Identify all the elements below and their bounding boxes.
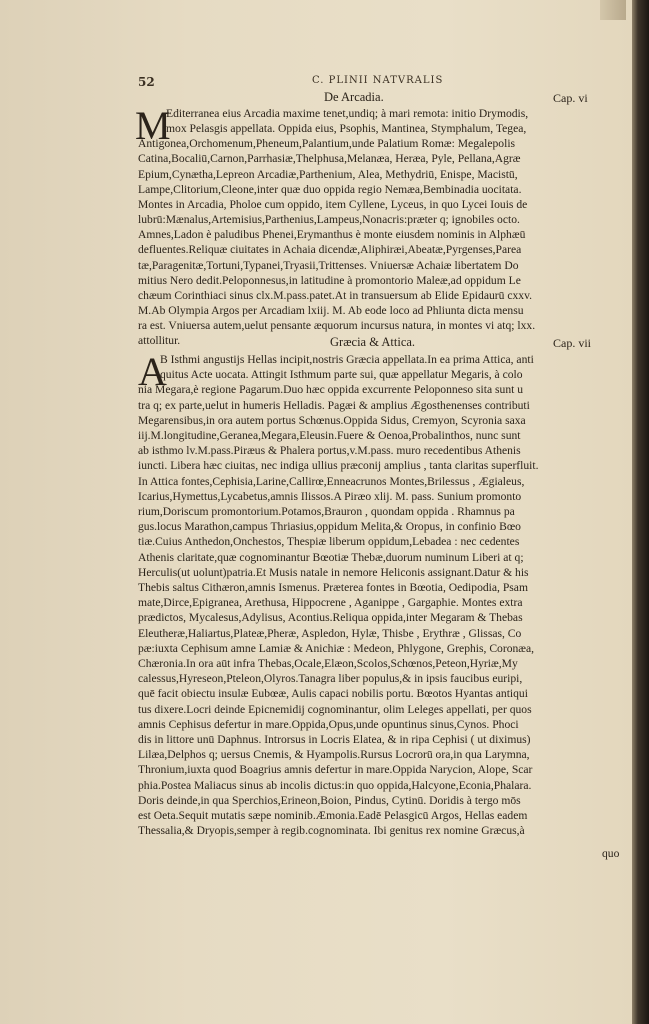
text-line: iuncti. Libera hæc ciuitas, nec indiga ullius præconij amplius , tanta claritas superfluit. [138,459,539,473]
text-line: Lilæa,Delphos q; uersus Cnemis, & Hyampolis.Rursus Locrorū ora,in qua Larymna, [138,748,530,762]
chapter-label-vi: Cap. vi [553,91,588,105]
text-line: pæ:iuxta Cephisum amne Lamiæ & Anichiæ : Medeon, Phlygone, Grephis, Coronæa, [138,641,535,655]
text-line: rium,Doriscum promontorium.Potamos,Brauron , quondam oppida . Rhamnus pa [138,505,515,518]
text-line: Icarius,Hymettus,Lycabetus,amnis Ilissos.A Piræo xlij. M. pass. Sunium promonto [138,489,522,503]
text-line: tiæ.Cuius Anthedon,Onchestos, Thespiæ liberum oppidum,Lebadea : nec cedentes [138,535,520,549]
text-line: Chæronia.In ora aūt infra Thebas,Ocale,Elæon,Scolos,Schœnos,Peteon,Hyriæ,My [138,657,518,670]
page-header [138,75,548,91]
text-line: B Isthmi angustijs Hellas incipit,nostris Græcia appellata.In ea prima Attica, anti [160,353,534,366]
text-line: ab isthmo lv.M.pass.Piræus & Phalera portus,v.M.pass. muro recedentibus Athenis [138,444,521,458]
text-line: defluentes.Reliquæ ciuitates in Achaia dicendæ,Aliphiræi,Abeatæ,Pyrgenses,Parea [138,243,522,257]
text-line: quitus Acte uocata. Attingit Isthmum parte sui, quæ appellatur Megaris, à colo [160,368,523,382]
page-number: 52 [138,75,155,89]
book-spine-edge [632,0,649,1024]
text-line: prædictos, Mycalesus,Adylisus, Acontius.Reliqua oppida,inter Megaram & Thebas [138,611,523,625]
text-line: mitius Nero dedit.Peloponnesus,in latitudine à promontorio Maleæ,ad oppidum Le [138,273,521,287]
text-line: iij.M.longitudine,Geranea,Megara,Eleusin.Fuere & Oenoa,Probalinthos, nunc sunt [138,429,521,442]
catchword: quo [602,847,620,860]
running-head: C. PLINII NATVRALIS [312,75,444,86]
text-line: amnis Cephisus defertur in mare.Oppida,Opus,unde opuntinus sinus,Cynos. Phoci [138,717,519,731]
text-line: calessus,Hyreseon,Pteleon,Olyros.Tanagra liber populus,& in ipsis faucibus euripi, [138,672,523,686]
text-line: Editerranea eius Arcadia maxime tenet,undiq; à mari remota: initio Drymodis, [166,107,529,120]
text-line: Epium,Cynætha,Lepreon Arcadiæ,Parthenium, Alea, Methydriū, Enispe, Macistū, [138,167,518,181]
text-line: tra q; ex parte,uelut in humeris Helladis. Pagæi & amplius Ægosthenenses contributi [138,398,530,412]
text-line: phia.Postea Maliacus sinus ab incolis dictus:in quo oppida,Halcyone,Econia,Phalara. [138,778,532,792]
section-title-graecia: Græcia & Attica. [330,335,416,349]
text-line: Catina,Bocaliū,Carnon,Parrhasiæ,Thelphusa,Melanæa, Heræa, Pyle, Pellana,Agræ [138,152,521,166]
text-line: mox Pelasgis appellata. Oppida eius, Psophis, Mantinea, Stymphalum, Tegea, [166,122,527,136]
text-line: Amnes,Ladon è paludibus Phenei,Erymanthus è monte eiusdem nominis in Alphæū [138,228,526,242]
text-line: gus.locus Marathon,campus Thriasius,oppidum Melita,& Oropus, in confinio Bœo [138,520,521,534]
text-line: mate,Dirce,Epigranea, Arethusa, Hippocrene , Aganippe , Gargaphie. Montes extra [138,596,523,610]
text-line: attollitur. [138,334,181,348]
page-tab-mark [600,0,626,20]
text-line: Montes in Arcadia, Pholoe cum oppido, item Cyllene, Lyceus, in quo Lycei Iouis de [138,197,528,211]
drop-cap-a: A [138,349,167,394]
text-line: Antigonea,Orchomenum,Pheneum,Palantium,unde Palatium Romæ: Megalepolis [138,137,516,151]
text-line: Athenis claritate,quæ cognominantur Bœotiæ Thebæ,duorum numinum Liberi at q; [138,550,524,564]
chapter-label-vii: Cap. vii [553,336,591,350]
text-line: lubrū:Mænalus,Artemisius,Parthenius,Lampeus,Nonacris:præter q; ignobiles octo. [138,213,520,227]
text-line: Eleutheræ,Haliartus,Plateæ,Pheræ, Aspledon, Hylæ, Thisbe , Erythræ , Glissas, Co [138,626,522,640]
text-line: Doris deinde,in qua Sperchios,Erineon,Boion, Pindus, Cytinū. Doridis à tergo mōs [138,793,521,807]
text-line: ra est. Vniuersa autem,uelut pensante æquorum incursus natura, in montes vi atq; lxx. [138,319,536,333]
text-line: tæ,Paragenitæ,Tortuni,Typanei,Tryasii,Trittenses. Vniuersæ Achaiæ libertatem Do [138,258,519,272]
drop-cap-m: M [135,103,171,148]
text-line: Thessalia,& Dryopis,semper à regib.cognominata. Ibi genitus rex nomine Græcus,à [138,824,525,838]
text-line: Herculis(ut uolunt)patria.Et Musis natale in nemore Heliconis assignant.Datur & his [138,565,529,579]
text-line: quē facit obiectu insulæ Eubœæ, Aulis capaci nobilis portu. Bœotos Hyantas antiqui [138,687,528,701]
text-line: nia Megara,è regione Pagarum.Duo hæc oppida excurrente Peloponneso sita sunt u [138,383,524,397]
section-title-arcadia: De Arcadia. [324,90,384,104]
text-line: Lampe,Clitorium,Cleone,inter quæ duo oppida regio Nemæa,Bembinadia uocitata. [138,182,522,196]
text-line: Thebis saltus Cithæron,amnis Ismenus. Præterea fontes in Bœotia, Oedipodia, Psam [138,581,528,594]
text-line: M.Ab Olympia Argos per Arcadiam lxiij. M. Ab eode loco ad Phliunta dicta mensu [138,303,524,317]
text-line: est Oeta.Sequit mutatis sæpe nominib.Æmonia.Eadē Pelasgicū Argos, Hellas eadem [138,809,528,822]
text-line: chæum Corinthiaci sinus clx.M.pass.patet.At in transuersum ab Elide Epidaurū cxxv. [138,288,533,302]
text-line: Thronium,iuxta quod Boagrius amnis defertur in mare.Oppida Narycion, Alope, Scar [138,763,533,777]
text-line: Megarensibus,in ora autem portus Schœnus.Oppida Sidus, Cremyon, Scyronia saxa [138,413,526,427]
text-line: In Attica fontes,Cephisia,Larine,Callirœ,Enneacrunos Montes,Brilessus , Ægialeus, [138,474,525,488]
text-line: tus dixere.Locri deinde Epicnemidij cognominantur, olim Leleges appellati, per quos [138,702,532,716]
text-line: dis in littore unū Daphnus. Introrsus in Locris Elatea, & in ripa Cephisi ( ut diximus) [138,733,531,746]
